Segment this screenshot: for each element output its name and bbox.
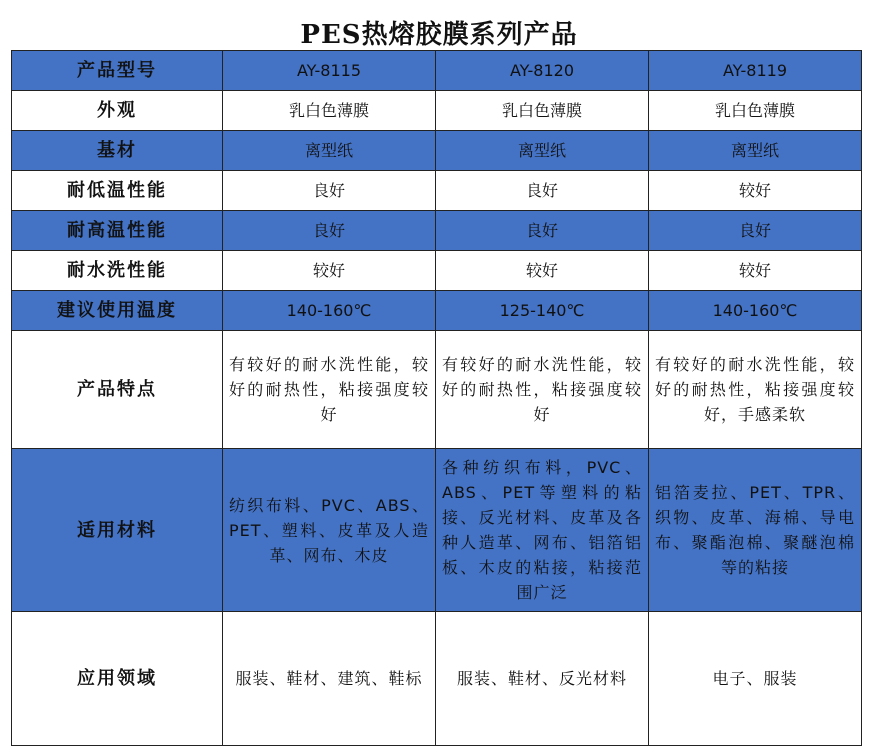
header-product: AY-8119	[649, 51, 862, 91]
table-row-appearance	[12, 91, 862, 131]
table-cell: 铝箔麦拉、PET、TPR、织物、皮革、海棉、导电布、聚酯泡棉、聚醚泡棉等的粘接	[649, 449, 862, 612]
table-cell: 较好	[649, 251, 862, 291]
row-label: 建议使用温度	[12, 291, 223, 331]
row-label: 产品特点	[12, 331, 223, 449]
table-cell: 良好	[436, 171, 649, 211]
row-label: 外观	[12, 91, 223, 131]
row-label: 适用材料	[12, 449, 223, 612]
row-label: 耐低温性能	[12, 171, 223, 211]
table-cell: 有较好的耐水洗性能，较好的耐热性，粘接强度较好	[223, 331, 436, 449]
table-cell: 有较好的耐水洗性能，较好的耐热性，粘接强度较好，手感柔软	[649, 331, 862, 449]
table-cell: 良好	[649, 211, 862, 251]
row-label: 基材	[12, 131, 223, 171]
table-cell: 乳白色薄膜	[436, 91, 649, 131]
table-cell: 较好	[649, 171, 862, 211]
header-product: AY-8115	[223, 51, 436, 91]
table-cell: 离型纸	[223, 131, 436, 171]
table-cell: 有较好的耐水洗性能，较好的耐热性，粘接强度较好	[436, 331, 649, 449]
table-cell: 服装、鞋材、反光材料	[436, 612, 649, 746]
table-row-applications	[12, 612, 862, 746]
table-cell: 乳白色薄膜	[223, 91, 436, 131]
table-cell: 较好	[436, 251, 649, 291]
table-cell: 服装、鞋材、建筑、鞋标	[223, 612, 436, 746]
table-header-row	[12, 51, 862, 91]
table-row-materials	[12, 449, 862, 612]
table-cell: 纺织布料、PVC、ABS、PET、塑料、皮革及人造革、网布、木皮	[223, 449, 436, 612]
page-title: PES热熔胶膜系列产品	[300, 20, 578, 50]
row-label: 应用领域	[12, 612, 223, 746]
table-cell: 离型纸	[649, 131, 862, 171]
table-cell: 140-160℃	[223, 291, 436, 331]
table-row-substrate	[12, 131, 862, 171]
table-cell: 各种纺织布料，PVC、ABS、PET等塑料的粘接、反光材料、皮革及各种人造革、网布、铝箔铝板、木皮的粘接，粘接范围广泛	[436, 449, 649, 612]
table-row-low-temp	[12, 171, 862, 211]
table-cell: 140-160℃	[649, 291, 862, 331]
header-product: AY-8120	[436, 51, 649, 91]
table-row-features	[12, 331, 862, 449]
table-cell: 乳白色薄膜	[649, 91, 862, 131]
table-cell: 较好	[223, 251, 436, 291]
table-row-wash	[12, 251, 862, 291]
table-cell: 125-140℃	[436, 291, 649, 331]
header-label: 产品型号	[12, 51, 223, 91]
row-label: 耐高温性能	[12, 211, 223, 251]
table-row-temperature	[12, 291, 862, 331]
table-cell: 良好	[223, 211, 436, 251]
product-spec-table	[11, 50, 862, 746]
table-cell: 良好	[436, 211, 649, 251]
table-cell: 电子、服装	[649, 612, 862, 746]
table-row-high-temp	[12, 211, 862, 251]
table-cell: 离型纸	[436, 131, 649, 171]
table-cell: 良好	[223, 171, 436, 211]
row-label: 耐水洗性能	[12, 251, 223, 291]
